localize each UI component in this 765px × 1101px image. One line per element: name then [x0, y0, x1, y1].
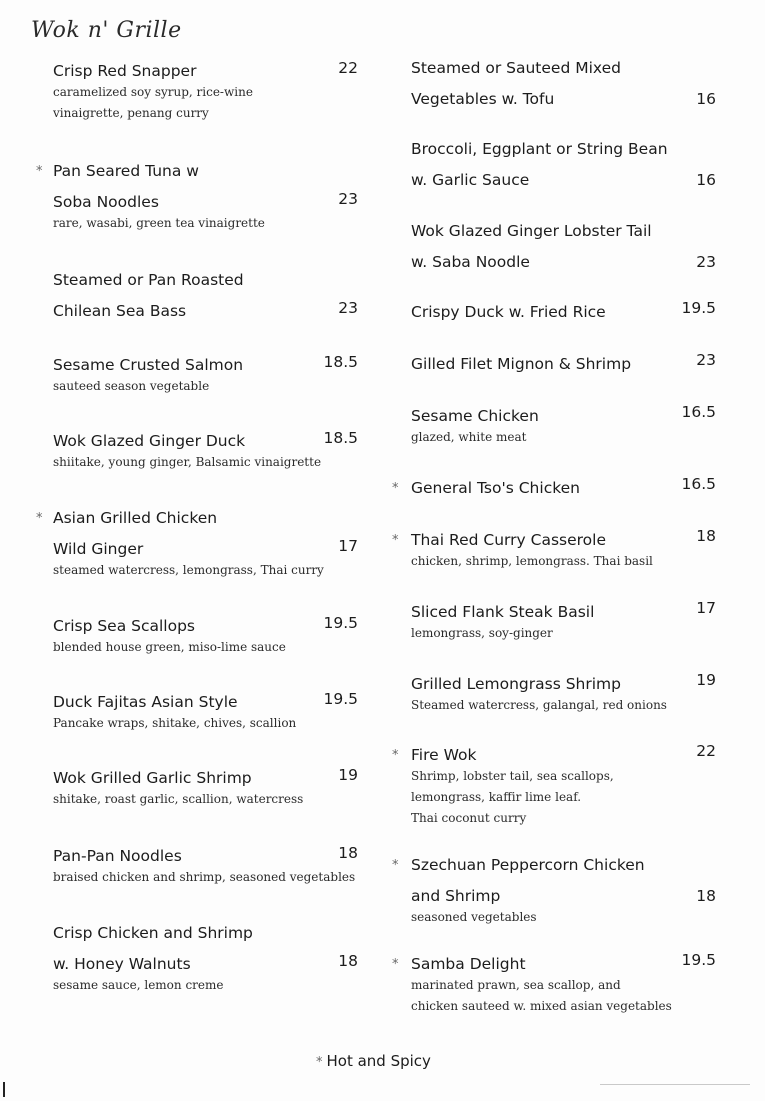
- menu-item-name: Steamed or Sauteed Mixed: [411, 59, 621, 77]
- menu-item-price: 18: [338, 844, 358, 862]
- menu-item-description: blended house green, miso-lime sauce: [53, 640, 286, 654]
- menu-item-name: Broccoli, Eggplant or String Bean: [411, 140, 668, 158]
- menu-item-price: 18.5: [323, 429, 358, 447]
- menu-item-price: 19.5: [681, 951, 716, 969]
- menu-item-description: rare, wasabi, green tea vinaigrette: [53, 216, 265, 230]
- menu-item-description: seasoned vegetables: [411, 910, 537, 924]
- menu-item-name: Vegetables w. Tofu: [411, 90, 555, 108]
- spicy-star-icon: *: [392, 481, 399, 496]
- menu-item-name: Grilled Lemongrass Shrimp: [411, 675, 621, 693]
- menu-item-price: 19.5: [681, 299, 716, 317]
- menu-item-name: Wok Glazed Ginger Duck: [53, 432, 246, 450]
- menu-item-description: vinaigrette, penang curry: [53, 106, 209, 120]
- menu-item-name: Chilean Sea Bass: [53, 302, 187, 320]
- menu-item-description: Shrimp, lobster tail, sea scallops,: [411, 769, 614, 783]
- menu-item-price: 16: [696, 90, 716, 108]
- spicy-legend-label: Hot and Spicy: [326, 1052, 431, 1070]
- menu-item-name: Sliced Flank Steak Basil: [411, 603, 595, 621]
- spicy-legend: [316, 1052, 431, 1070]
- menu-item-price: 16.5: [681, 403, 716, 421]
- menu-item-price: 23: [696, 253, 716, 271]
- menu-item-name: Fire Wok: [411, 746, 477, 764]
- menu-item-name: Crisp Chicken and Shrimp: [53, 924, 253, 942]
- menu-item-name: Thai Red Curry Casserole: [411, 531, 606, 549]
- menu-item-name: General Tso's Chicken: [411, 479, 580, 497]
- menu-item-name: Pan-Pan Noodles: [53, 847, 182, 865]
- spicy-star-icon: *: [316, 1055, 323, 1070]
- menu-item-price: 18: [338, 952, 358, 970]
- menu-item-name: w. Saba Noodle: [411, 253, 530, 271]
- menu-item-name: Sesame Crusted Salmon: [53, 356, 244, 374]
- menu-item-description: lemongrass, soy-ginger: [411, 626, 553, 640]
- menu-item-price: 17: [338, 537, 358, 555]
- menu-item-description: glazed, white meat: [411, 430, 527, 444]
- menu-item-description: shitake, roast garlic, scallion, watercress: [53, 792, 304, 806]
- menu-item-description: sesame sauce, lemon creme: [53, 978, 224, 992]
- menu-item-price: 19: [338, 766, 358, 784]
- menu-item-description: marinated prawn, sea scallop, and: [411, 978, 621, 992]
- menu-item-name: Soba Noodles: [53, 193, 159, 211]
- menu-item-name: w. Garlic Sauce: [411, 171, 530, 189]
- menu-item-name: and Shrimp: [411, 887, 501, 905]
- menu-item-price: 23: [338, 299, 358, 317]
- spicy-star-icon: *: [392, 533, 399, 548]
- menu-item-price: 16: [696, 171, 716, 189]
- menu-item-price: 18.5: [323, 353, 358, 371]
- scan-edge-line: [600, 1084, 750, 1085]
- menu-item-name: Crisp Sea Scallops: [53, 617, 196, 635]
- menu-item-name: Sesame Chicken: [411, 407, 539, 425]
- menu-item-name: Crisp Red Snapper: [53, 62, 197, 80]
- menu-item-description: chicken, shrimp, lemongrass. Thai basil: [411, 554, 653, 568]
- menu-item-price: 17: [696, 599, 716, 617]
- menu-item-price: 19.5: [323, 690, 358, 708]
- menu-item-description: Steamed watercress, galangal, red onions: [411, 698, 667, 712]
- menu-item-price: 22: [338, 59, 358, 77]
- menu-item-name: Szechuan Peppercorn Chicken: [411, 856, 645, 874]
- menu-title: Wok n' Grille: [31, 18, 182, 43]
- menu-item-description: braised chicken and shrimp, seasoned vegetables: [53, 870, 356, 884]
- menu-item-name: Duck Fajitas Asian Style: [53, 693, 238, 711]
- menu-item-price: 16.5: [681, 475, 716, 493]
- scan-edge-mark: [3, 1082, 5, 1097]
- menu-item-description: Pancake wraps, shitake, chives, scallion: [53, 716, 297, 730]
- menu-item-price: 22: [696, 742, 716, 760]
- spicy-star-icon: *: [392, 858, 399, 873]
- menu-item-price: 18: [696, 527, 716, 545]
- menu-item-price: 23: [696, 351, 716, 369]
- menu-item-name: Pan Seared Tuna w: [53, 162, 199, 180]
- menu-item-description: steamed watercress, lemongrass, Thai curry: [53, 563, 324, 577]
- menu-item-name: Steamed or Pan Roasted: [53, 271, 244, 289]
- menu-item-description: chicken sauteed w. mixed asian vegetables: [411, 999, 672, 1013]
- spicy-star-icon: *: [36, 164, 43, 179]
- menu-item-description: Thai coconut curry: [411, 811, 527, 825]
- menu-item-name: Asian Grilled Chicken: [53, 509, 218, 527]
- menu-item-price: 23: [338, 190, 358, 208]
- menu-item-name: Gilled Filet Mignon & Shrimp: [411, 355, 632, 373]
- menu-item-price: 19.5: [323, 614, 358, 632]
- menu-item-name: Wild Ginger: [53, 540, 144, 558]
- menu-item-name: Wok Grilled Garlic Shrimp: [53, 769, 252, 787]
- menu-item-name: w. Honey Walnuts: [53, 955, 191, 973]
- menu-item-name: Crispy Duck w. Fried Rice: [411, 303, 606, 321]
- menu-item-description: shiitake, young ginger, Balsamic vinaigrette: [53, 455, 322, 469]
- menu-item-description: caramelized soy syrup, rice-wine: [53, 85, 253, 99]
- spicy-star-icon: *: [392, 957, 399, 972]
- menu-item-description: sauteed season vegetable: [53, 379, 210, 393]
- menu-item-price: 19: [696, 671, 716, 689]
- spicy-star-icon: *: [36, 511, 43, 526]
- menu-item-price: 18: [696, 887, 716, 905]
- menu-item-description: lemongrass, kaffir lime leaf.: [411, 790, 582, 804]
- menu-item-name: Wok Glazed Ginger Lobster Tail: [411, 222, 652, 240]
- spicy-star-icon: *: [392, 748, 399, 763]
- menu-item-name: Samba Delight: [411, 955, 526, 973]
